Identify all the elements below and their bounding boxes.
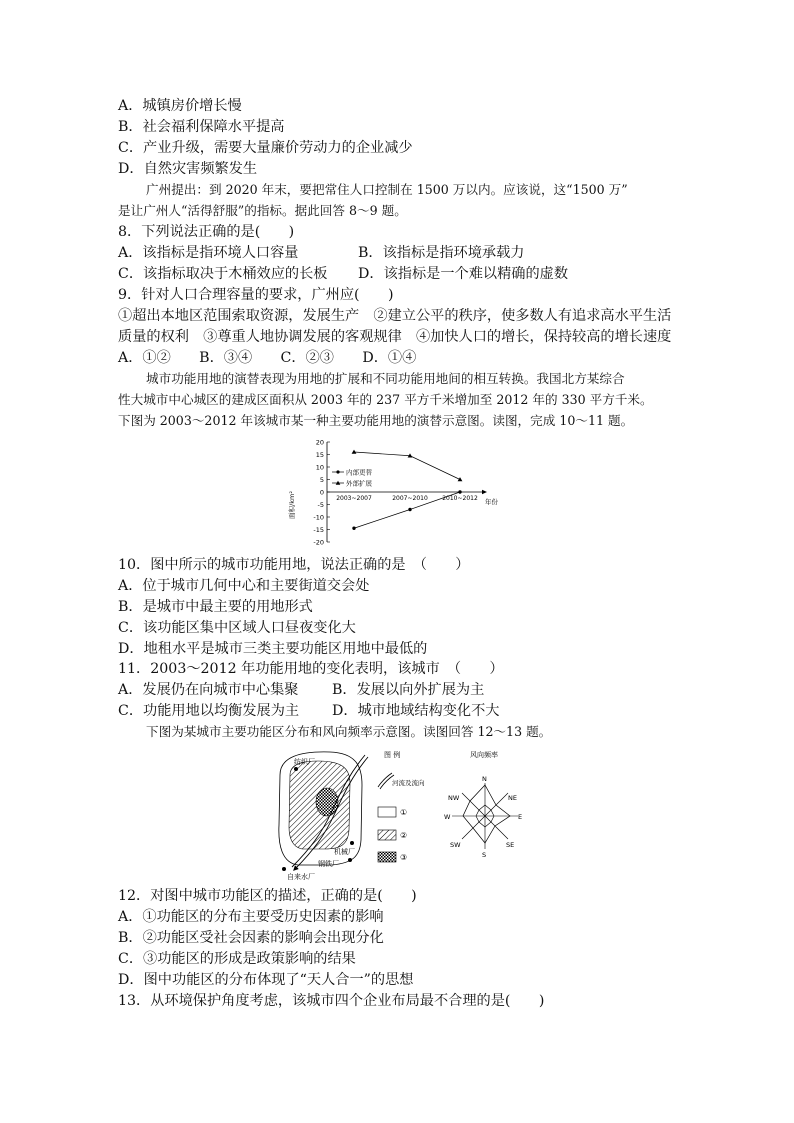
q8-option-d: D．该指标是一个难以精确的虚数: [358, 266, 569, 282]
wind-dir-nw: NW: [448, 794, 460, 802]
y-tick-label: 20: [315, 438, 324, 447]
data-point-internal: [458, 490, 461, 493]
question-10: 10．图中所示的城市功能用地，说法正确的是 （ ）: [118, 557, 470, 573]
wind-dir-e: E: [518, 813, 523, 821]
legend-zone-3-label: ③: [400, 853, 408, 862]
passage-guangzhou: 广州提出：到 2020 年末，要把常住人口控制在 1500 万以内。应该说，这“1500 万”: [146, 182, 628, 197]
question-8: 8．下列说法正确的是( ): [118, 224, 295, 240]
q11-option-b: B．发展以向外扩展为主: [332, 682, 485, 698]
passage-land-use-cont2: 下图为 2003～2012 年该城市某一种主要功能用地的演替示意图。读图，完成 10～11 题。: [118, 413, 634, 428]
question-9: 9．针对人口合理容量的要求，广州应( ): [118, 287, 394, 303]
chart-ylabel: 面积/km²: [288, 491, 296, 519]
legend-label-external: 外部扩展: [346, 479, 372, 488]
legend-dot-marker: [336, 470, 339, 473]
legend-zone-1-swatch: [378, 807, 396, 817]
steel-plant-marker: [348, 858, 352, 862]
wind-dir-sw: SW: [450, 841, 461, 849]
q8-option-b: B．该指标是指环境承载力: [358, 245, 525, 261]
wind-dir-se: SE: [506, 841, 515, 849]
wind-rose: [444, 750, 522, 859]
data-point-external: [458, 477, 463, 481]
q8-option-a: A．该指标是指环境人口容量: [118, 245, 299, 261]
data-point-internal: [352, 527, 355, 530]
q11-option-a: A．发展仍在向城市中心集聚: [118, 682, 299, 698]
q7-option-b: B．社会福利保障水平提高: [118, 119, 285, 135]
y-tick-label: -10: [313, 513, 324, 522]
land-use-chart: [282, 435, 512, 550]
passage-map: 下图为某城市主要功能区分布和风向频率示意图。读图回答 12～13 题。: [146, 724, 552, 739]
question-13: 13．从环境保护角度考虑，该城市四个企业布局最不合理的是( ): [118, 993, 545, 1009]
waterworks-marker: [282, 867, 286, 871]
x-category-label: 2007~2010: [392, 495, 428, 502]
q9-statements: ①超出本地区范围索取资源，发展生产 ②建立公平的秩序，使多数人有追求高水平生活: [118, 308, 672, 324]
q8-option-c: C．该指标取决于木桶效应的长板: [118, 266, 328, 282]
q12-option-a: A．①功能区的分布主要受历史因素的影响: [118, 909, 384, 925]
y-tick-label: -20: [313, 538, 324, 547]
data-point-external: [352, 450, 357, 454]
q11-option-d: D．城市地域结构变化不大: [332, 703, 500, 719]
question-12: 12．对图中城市功能区的描述，正确的是( ): [118, 888, 417, 904]
legend-zone-1-label: ①: [400, 808, 408, 817]
legend-zone-2-swatch: [378, 830, 396, 840]
q11-option-c: C．功能用地以均衡发展为主: [118, 703, 300, 719]
machinery-plant-label: 机械厂: [334, 848, 355, 856]
chart-legend: [332, 467, 373, 487]
y-tick-label: 15: [315, 450, 324, 459]
wind-dir-w: W: [444, 813, 451, 821]
city-map-figure: [270, 745, 540, 885]
y-tick-label: 10: [315, 463, 324, 472]
waterworks-label: 自来水厂: [287, 873, 315, 881]
q9-options: A．①② B．③④ C．②③ D．①④: [118, 350, 417, 366]
q12-option-d: D．图中功能区的分布体现了“天人合一”的思想: [118, 972, 414, 988]
data-point-internal: [408, 508, 411, 511]
x-category-label: 2003~2007: [336, 495, 372, 502]
chart-xlabel: 年份: [485, 498, 498, 506]
legend-river-label: 河流及流向: [392, 779, 425, 787]
legend-label-internal: 内部更替: [346, 468, 372, 477]
passage-land-use-cont: 性大城市中心城区的建成区面积从 2003 年的 237 平方千米增加至 2012 年的 330 平方千米。: [118, 392, 653, 407]
q9-statements-cont: 质量的权利 ③尊重人地协调发展的客观规律 ④加快人口的增长，保持较高的增长速度: [118, 329, 672, 345]
map-legend: [378, 750, 425, 862]
legend-zone-3-swatch: [378, 852, 396, 862]
wind-rose-title: 风向频率: [470, 751, 498, 759]
y-tick-label: -15: [313, 525, 324, 534]
legend-title: 图 例: [384, 751, 401, 759]
wind-dir-n: N: [482, 775, 487, 783]
chart-x-arrow: [482, 490, 487, 494]
q7-option-a: A．城镇房价增长慢: [118, 98, 242, 114]
q10-option-c: C．该功能区集中区域人口昼夜变化大: [118, 620, 356, 636]
q7-option-c: C．产业升级，需要大量廉价劳动力的企业减少: [118, 140, 413, 156]
q10-option-b: B．是城市中最主要的用地形式: [118, 599, 313, 615]
steel-plant-label: 钢铁厂: [318, 860, 339, 868]
machinery-plant-marker: [350, 841, 354, 845]
passage-land-use: 城市功能用地的演替表现为用地的扩展和不同功能用地间的相互转换。我国北方某综合: [146, 371, 625, 386]
q12-option-b: B．②功能区受社会因素的影响会出现分化: [118, 930, 384, 946]
q12-option-c: C．③功能区的形成是政策影响的结果: [118, 951, 356, 967]
q7-option-d: D．自然灾害频繁发生: [118, 161, 258, 177]
wind-dir-s: S: [482, 851, 487, 859]
legend-zone-2-label: ②: [400, 831, 408, 840]
y-tick-label: 5: [319, 475, 324, 484]
zone-3-area: [316, 788, 338, 816]
wind-dir-ne: NE: [508, 794, 517, 802]
q10-option-d: D．地租水平是城市三类主要功能区用地中最低的: [118, 641, 428, 657]
passage-guangzhou-cont: 是让广州人“活得舒服”的指标。据此回答 8～9 题。: [118, 203, 407, 218]
question-11: 11．2003～2012 年功能用地的变化表明，该城市 （ ）: [118, 661, 504, 677]
y-tick-label: -5: [317, 500, 324, 509]
x-category-label: 2010~2012: [442, 495, 478, 502]
textile-mill-marker: [294, 767, 298, 771]
textile-mill-label: 纺织厂: [294, 758, 315, 766]
y-tick-label: 0: [319, 488, 324, 497]
q10-option-a: A．位于城市几何中心和主要街道交会处: [118, 578, 370, 594]
